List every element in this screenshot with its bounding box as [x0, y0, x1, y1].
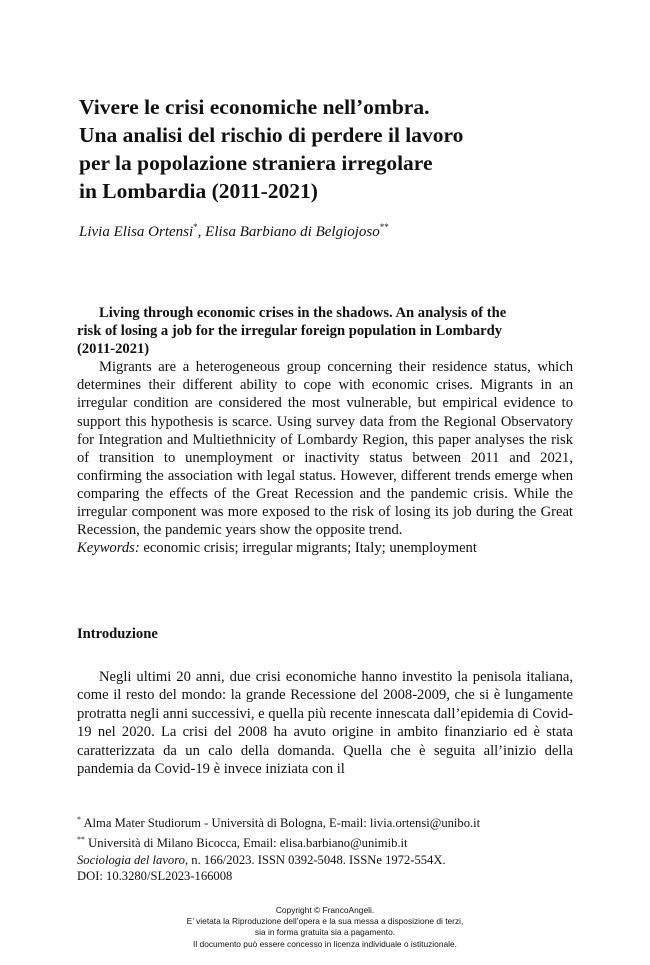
footnote-1 [77, 812, 577, 832]
abstract-title [77, 304, 573, 358]
author-name: Elisa Barbiano di Belgiojoso [205, 224, 380, 240]
author-list [79, 222, 389, 241]
title-line: per la popolazione straniera irregolare [79, 151, 433, 175]
abstract-title-line: risk of losing a job for the irregular foreign population in Lombardy [77, 323, 503, 340]
copyright-notice [0, 905, 650, 950]
intro-paragraph: Negli ultimi 20 anni, due crisi economiche hanno investito la penisola italiana, come il resto del mondo: la grande Recessione del 2008-2009, che si è lungamente protratta negli anni successivi, e quella più recente innescata dall’epidemia di Covid-19 nel 2020. La crisi del 2008 ha avuto origine in ambito finanziario ed è stata caratterizzata da un calo della domanda. Quella che è seguita all’inizio della pandemia da Covid-19 è invece iniziata con il [77, 669, 574, 778]
copyright-line: E’ vietata la Riproduzione dell’opera e la sua messa a disposizione di terzi, [186, 916, 464, 927]
journal-citation [77, 852, 577, 869]
title-line: in Lombardia (2011-2021) [79, 179, 318, 203]
copyright-line: Il documento può essere concesso in licenza individuale o istituzionale. [193, 938, 457, 949]
section-heading: Introduzione [77, 626, 158, 642]
abstract-title-line: Living through economic crises in the shadows. An analysis of the [99, 305, 507, 321]
footnote-mark: * [77, 815, 81, 824]
abstract-title-line: (2011-2021) [77, 341, 150, 358]
author-separator: , [197, 224, 206, 240]
copyright-line: sia in forma gratuita sia a pagamento. [254, 927, 396, 938]
footnote-mark: ** [77, 834, 85, 844]
doi: DOI: 10.3280/SL2023-166008 [77, 869, 233, 884]
footnote-mark: * [193, 222, 198, 232]
footnotes [77, 812, 577, 885]
article-title [79, 93, 579, 205]
journal-name: Sociologia del lavoro [77, 852, 185, 867]
abstract [77, 304, 573, 557]
copyright-line: Copyright © FrancoAngeli. [275, 905, 375, 915]
title-line: Vivere le crisi economiche nell’ombra. [79, 95, 430, 119]
footnote-mark: ** [379, 222, 389, 232]
keywords [77, 539, 573, 557]
author-name: Livia Elisa Ortensi [79, 224, 194, 240]
abstract-body: Migrants are a heterogeneous group concerning their residence status, which determines their different ability to cope with economic crises. Migrants in an irregular condition are considered the most vulnerable, but empirical evidence to support this hypothesis is scarce. Using survey data from the Regional Observatory for Integration and Multiethnicity of Lombardy Region, this paper analyses the risk of transition to unemployment or inactivity status between 2011 and 2021, confirming the association with legal status. However, different trends emerge when comparing the effects of the Great Recession and the pandemic crisis. While the irregular component was more exposed to the risk of losing its job during the Great Recession, the pandemic years show the opposite trend. [77, 359, 573, 539]
footnote-2 [77, 832, 577, 852]
footnote-text: Università di Milano Bicocca, Email: elisa.barbiano@unimib.it [85, 835, 408, 850]
title-line: Una analisi del rischio di perdere il lavoro [79, 123, 464, 147]
keywords-label: Keywords: [77, 540, 140, 557]
keywords-text: economic crisis; irregular migrants; Italy; unemployment [139, 540, 477, 557]
footnote-text: Alma Mater Studiorum - Università di Bologna, E-mail: livia.ortensi@unibo.it [81, 816, 481, 830]
journal-details: , n. 166/2023. ISSN 0392-5048. ISSNe 1972-554X. [184, 852, 446, 867]
